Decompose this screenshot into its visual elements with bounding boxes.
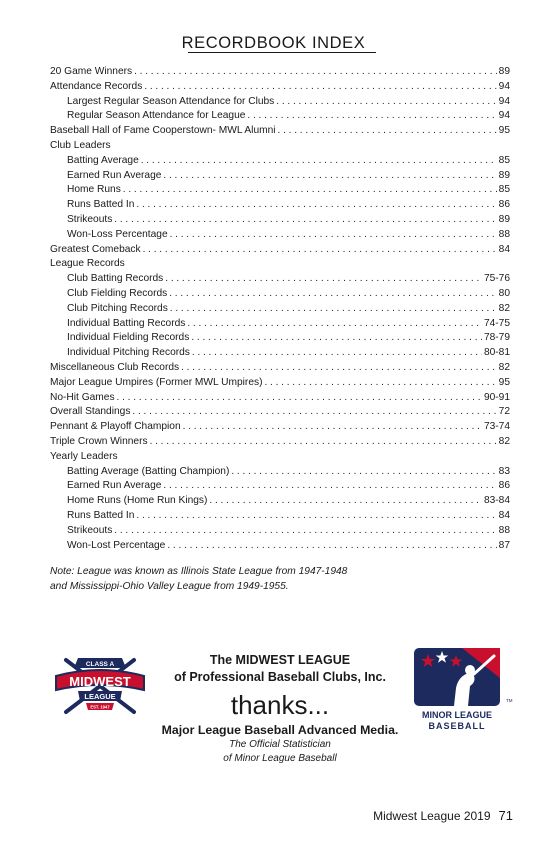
index-entry	[50, 405, 510, 420]
index-entry	[50, 391, 510, 406]
dot-leader	[167, 539, 496, 554]
dot-leader	[134, 65, 497, 80]
index-subentry	[50, 317, 510, 332]
logo-midwest-text: MIDWEST	[69, 674, 131, 689]
entry-page-number: 86	[498, 199, 510, 211]
index-entry	[50, 435, 510, 450]
entry-page-number: 84	[498, 243, 510, 255]
entry-page-number: 87	[498, 539, 510, 551]
entry-label: Triple Crown Winners	[50, 435, 148, 447]
dot-leader	[132, 405, 496, 420]
entry-label: Major League Umpires (Former MWL Umpires)	[50, 376, 263, 388]
logo-tm-text: TM	[506, 698, 513, 703]
index-entry	[50, 376, 510, 391]
dot-leader	[170, 228, 497, 243]
entry-label: Club Batting Records	[67, 273, 164, 285]
dot-leader	[165, 272, 482, 287]
recordbook-index	[50, 65, 510, 553]
entry-page-number: 80-81	[483, 347, 510, 359]
entry-page-number: 86	[498, 480, 510, 492]
logo-est-text: EST. 1947	[90, 704, 110, 710]
dot-leader	[144, 80, 496, 95]
entry-page-number: 84	[498, 509, 510, 521]
entry-page-number: 82	[498, 435, 510, 447]
index-entry	[50, 257, 510, 272]
dot-leader	[247, 109, 496, 124]
entry-label: Earned Run Average	[67, 480, 162, 492]
league-name-note	[50, 565, 510, 594]
index-subentry	[50, 287, 510, 302]
index-subentry	[50, 465, 510, 480]
dot-leader	[192, 346, 482, 361]
entry-page-number: 85	[498, 154, 510, 166]
dot-leader	[170, 302, 497, 317]
page-number: 71	[498, 808, 513, 823]
org-line-2: of Professional Baseball Clubs, Inc.	[174, 670, 386, 684]
entry-label: Home Runs	[67, 184, 121, 196]
entry-label: Runs Batted In	[67, 199, 135, 211]
entry-label: Club Pitching Records	[67, 302, 168, 314]
entry-page-number: 89	[498, 169, 510, 181]
entry-page-number: 95	[498, 376, 510, 388]
note-line-1: Note: League was known as Illinois State League from 1947-1948	[50, 566, 348, 577]
index-subentry	[50, 95, 510, 110]
entry-label: League Records	[50, 258, 125, 270]
entry-label: Yearly Leaders	[50, 450, 118, 462]
dot-leader	[141, 154, 497, 169]
entry-label: Club Fielding Records	[67, 287, 168, 299]
entry-page-number: 94	[498, 80, 510, 92]
dot-leader	[136, 198, 496, 213]
entry-label: Individual Batting Records	[67, 317, 186, 329]
index-subentry	[50, 524, 510, 539]
entry-page-number: 94	[498, 110, 510, 122]
entry-page-number: 72	[498, 406, 510, 418]
dot-leader	[209, 494, 482, 509]
index-entry	[50, 80, 510, 95]
dot-leader	[278, 124, 497, 139]
entry-label: Earned Run Average	[67, 169, 162, 181]
entry-label: Individual Fielding Records	[67, 332, 190, 344]
index-entry	[50, 420, 510, 435]
index-entry	[50, 450, 510, 465]
entry-label: Greatest Comeback	[50, 243, 141, 255]
entry-label: Strikeouts	[67, 213, 113, 225]
entry-page-number: 74-75	[483, 317, 510, 329]
logo-minor-league-text: MINOR LEAGUE	[421, 710, 493, 720]
entry-label: Batting Average	[67, 154, 139, 166]
entry-label: Strikeouts	[67, 524, 113, 536]
sponsor-role-line-2: of Minor League Baseball	[223, 753, 337, 764]
entry-page-number: 95	[498, 125, 510, 137]
entry-label: Batting Average (Batting Champion)	[67, 465, 230, 477]
entry-page-number: 85	[498, 184, 510, 196]
entry-page-number: 90-91	[483, 391, 510, 403]
footer-publication: Midwest League 2019	[373, 809, 491, 823]
index-entry	[50, 361, 510, 376]
entry-label: Club Leaders	[50, 139, 111, 151]
dot-leader	[136, 509, 496, 524]
entry-label: Baseball Hall of Fame Cooperstown- MWL Alumni	[50, 125, 276, 137]
dot-leader	[187, 317, 482, 332]
dot-leader	[163, 169, 496, 184]
entry-label: Won-Lost Percentage	[67, 539, 166, 551]
index-subentry	[50, 479, 510, 494]
index-entry	[50, 124, 510, 139]
thanks-message	[150, 652, 410, 766]
index-entry	[50, 65, 510, 80]
entry-page-number: 80	[498, 287, 510, 299]
entry-page-number: 89	[498, 213, 510, 225]
dot-leader	[123, 183, 497, 198]
entry-label: Pennant & Playoff Champion	[50, 421, 181, 433]
dot-leader	[163, 479, 496, 494]
logo-league-text: LEAGUE	[84, 692, 116, 701]
sponsor-role-line-1: The Official Statistician	[229, 739, 331, 750]
dot-leader	[117, 391, 482, 406]
index-subentry	[50, 213, 510, 228]
title-underline	[188, 52, 376, 53]
entry-page-number: 88	[498, 228, 510, 240]
entry-page-number: 89	[498, 66, 510, 77]
index-entry	[50, 243, 510, 258]
entry-label: Attendance Records	[50, 80, 143, 92]
entry-label: Runs Batted In	[67, 509, 135, 521]
entry-page-number: 73-74	[483, 421, 510, 433]
dot-leader	[191, 331, 482, 346]
page-title: RECORDBOOK INDEX	[181, 34, 366, 52]
index-subentry	[50, 109, 510, 124]
entry-label: Miscellaneous Club Records	[50, 361, 180, 373]
thanks-word: thanks...	[230, 690, 330, 720]
index-subentry	[50, 198, 510, 213]
org-line-1: The MIDWEST LEAGUE	[209, 653, 351, 667]
dot-leader	[276, 95, 496, 110]
index-entry	[50, 139, 510, 154]
index-subentry	[50, 346, 510, 361]
index-subentry	[50, 331, 510, 346]
page-footer	[373, 808, 513, 823]
entry-page-number: 88	[498, 524, 510, 536]
dot-leader	[114, 524, 496, 539]
index-subentry	[50, 494, 510, 509]
index-subentry	[50, 169, 510, 184]
index-subentry	[50, 154, 510, 169]
entry-label: Individual Pitching Records	[67, 347, 190, 359]
entry-label: Largest Regular Season Attendance for Clubs	[67, 95, 275, 107]
note-line-2: and Mississippi-Ohio Valley League from 1949-1955.	[50, 580, 289, 592]
index-subentry	[50, 272, 510, 287]
index-subentry	[50, 302, 510, 317]
dot-leader	[169, 287, 496, 302]
entry-label: Home Runs (Home Run Kings)	[67, 495, 208, 507]
entry-page-number: 82	[498, 302, 510, 314]
index-subentry	[50, 183, 510, 198]
midwest-league-logo	[52, 654, 148, 718]
logo-class-a-text: CLASS A	[85, 661, 115, 668]
dot-leader	[114, 213, 496, 228]
index-subentry	[50, 509, 510, 524]
entry-page-number: 94	[498, 95, 510, 107]
entry-page-number: 82	[498, 361, 510, 373]
logo-baseball-text: BASEBALL	[428, 721, 486, 731]
entry-page-number: 78-79	[483, 332, 510, 344]
dot-leader	[143, 243, 497, 258]
entry-label: No-Hit Games	[50, 391, 115, 403]
dot-leader	[183, 420, 482, 435]
index-subentry	[50, 228, 510, 243]
dot-leader	[231, 465, 496, 480]
dot-leader	[150, 435, 497, 450]
dot-leader	[181, 361, 497, 376]
entry-page-number: 83	[498, 465, 510, 477]
entry-page-number: 83-84	[483, 495, 510, 507]
index-subentry	[50, 539, 510, 554]
sponsor-name: Major League Baseball Advanced Media.	[161, 723, 399, 737]
minor-league-baseball-logo	[414, 648, 518, 734]
entry-page-number: 75-76	[483, 273, 510, 285]
entry-label: Overall Standings	[50, 406, 131, 418]
dot-leader	[264, 376, 496, 391]
entry-label: 20 Game Winners	[50, 66, 133, 77]
entry-label: Won-Loss Percentage	[67, 228, 168, 240]
entry-label: Regular Season Attendance for League	[67, 110, 246, 122]
